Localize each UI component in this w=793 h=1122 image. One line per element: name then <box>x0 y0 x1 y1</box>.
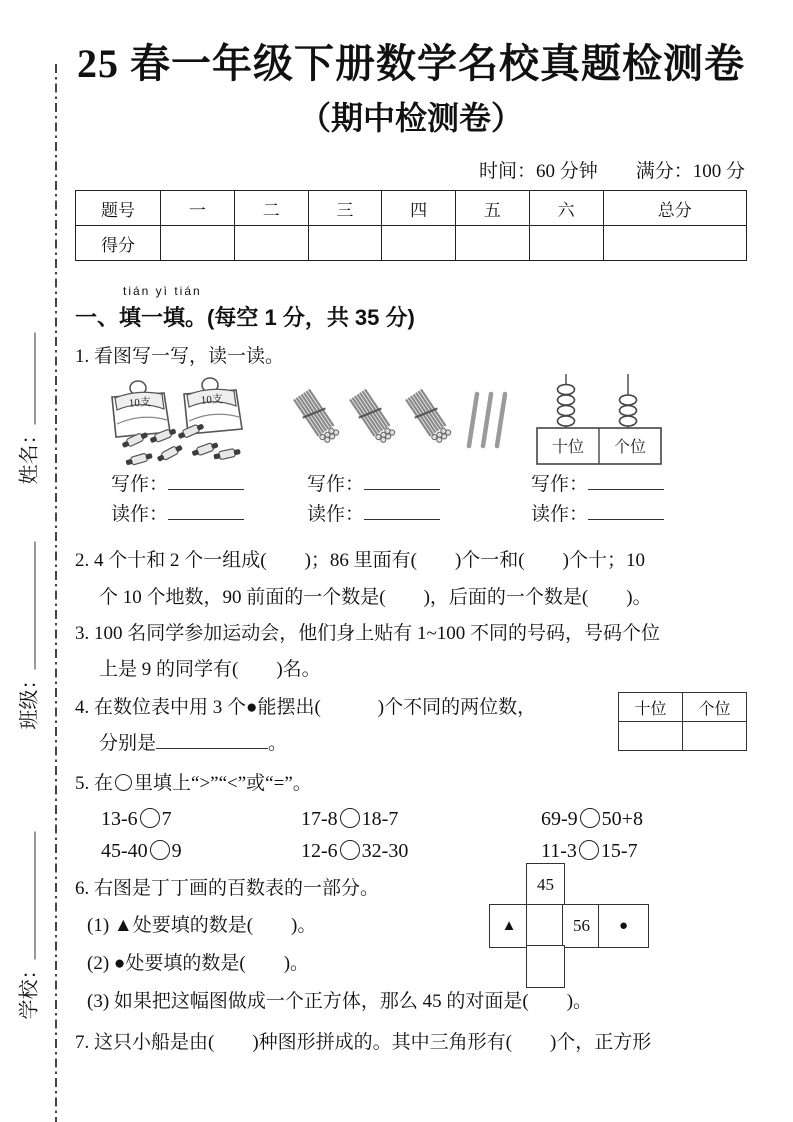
read-label: 读作： <box>531 504 589 525</box>
exam-info-line <box>75 156 747 183</box>
hundred-chart-triangle-cell: ▲ <box>489 904 529 948</box>
ones-place-header: 个位 <box>683 693 747 722</box>
pencil-bags-figure <box>101 376 271 477</box>
question-1-figures <box>75 376 747 468</box>
write-label: 写作： <box>111 474 169 495</box>
write-read-col-2 <box>307 470 440 530</box>
comparison-expression: 12-6 32-30 <box>301 840 409 862</box>
score-cell <box>161 226 235 261</box>
question-4-line-1: 4. 在数位表中用 3 个●能摆出( )个不同的两位数， <box>75 697 537 718</box>
score-col-4: 四 <box>382 191 456 226</box>
compare-circle <box>340 840 360 860</box>
read-label: 读作： <box>307 504 365 525</box>
seal-cut-line <box>55 64 57 1122</box>
hundred-chart-56-cell: 56 <box>562 904 601 948</box>
score-col-1: 一 <box>161 191 235 226</box>
place-value-table <box>618 692 747 751</box>
compare-circle <box>580 808 600 828</box>
write-read-rows <box>75 470 747 534</box>
question-4-blank <box>156 734 268 749</box>
question-4-line-2-prefix: 分别是 <box>99 733 157 754</box>
score-col-3: 三 <box>308 191 382 226</box>
question-3-line-1: 3. 100 名同学参加运动会，他们身上贴有 1~100 不同的号码，号码个位 <box>75 623 661 644</box>
read-blank <box>168 505 244 520</box>
question-3-line-2: 上是 9 的同学有( )名。 <box>99 659 321 680</box>
question-2-line-1: 2. 4 个十和 2 个一组成( )；86 里面有( )个一和( )个十；10 <box>75 550 645 571</box>
hundred-chart-dot-cell: ● <box>598 904 649 948</box>
score-cell <box>382 226 456 261</box>
comparison-grid <box>75 808 747 863</box>
compare-circle <box>579 840 599 860</box>
read-label: 读作： <box>111 504 169 525</box>
school-label: 学校： <box>18 959 41 1019</box>
exam-content <box>75 0 747 1061</box>
section-score-note: (每空 1 分，共 35 分) <box>207 305 415 330</box>
exam-subtitle: （期中检测卷） <box>298 100 523 136</box>
school-field <box>0 812 54 1038</box>
write-read-col-1 <box>111 470 244 530</box>
compare-circle <box>140 808 160 828</box>
class-blank <box>32 541 36 669</box>
write-label: 写作： <box>307 474 365 495</box>
score-row-label: 得分 <box>76 226 161 261</box>
hundred-chart-top-cell: 45 <box>526 863 565 907</box>
write-read-col-3 <box>531 470 664 530</box>
write-blank <box>364 475 440 490</box>
write-label: 写作： <box>531 474 589 495</box>
pinyin-annotation: tián yì tián <box>123 284 202 298</box>
hundred-chart-figure <box>489 863 649 987</box>
tens-place-cell <box>619 722 683 751</box>
compare-circle <box>150 840 170 860</box>
full-score: 满分：100 分 <box>635 161 745 182</box>
class-field <box>0 522 54 748</box>
score-table <box>75 190 747 261</box>
svg-text:10支: 10支 <box>200 393 224 407</box>
stick-bundles-figure <box>293 382 511 469</box>
comparison-expression: 13-6 7 <box>101 808 172 830</box>
question-6-intro: 6. 右图是丁丁画的百数表的一部分。 <box>75 878 380 899</box>
question-5 <box>75 766 747 863</box>
svg-text:10支: 10支 <box>128 396 152 410</box>
compare-circle <box>340 808 360 828</box>
name-label: 姓名： <box>18 424 41 484</box>
class-label: 班级： <box>18 669 41 729</box>
compare-circle-icon <box>115 774 132 791</box>
time-limit: 时间：60 分钟 <box>478 161 598 182</box>
question-7 <box>75 1025 747 1061</box>
question-2 <box>75 542 747 616</box>
school-blank <box>32 831 36 959</box>
hundred-chart-bottom-cell <box>526 945 565 988</box>
exam-title: 25 春一年级下册数学名校真题检测卷 <box>77 41 745 86</box>
comparison-expression: 11-3 15-7 <box>541 840 638 862</box>
ones-place-cell <box>683 722 747 751</box>
score-table-header-row <box>76 191 747 226</box>
svg-text:十位: 十位 <box>551 439 585 456</box>
question-3 <box>75 616 747 688</box>
question-6-item-1: (1) ▲处要填的数是( )。 <box>87 915 317 936</box>
question-6-item-2: (2) ●处要填的数是( )。 <box>87 953 310 974</box>
write-blank <box>588 475 664 490</box>
score-cell <box>603 226 747 261</box>
question-5-intro: 5. 在 里填上“>”“<”或“=”。 <box>75 773 312 794</box>
question-2-line-2: 个 10 个地数，90 前面的一个数是( )，后面的一个数是( )。 <box>99 587 652 608</box>
question-number-header: 题号 <box>76 191 161 226</box>
score-col-6: 六 <box>529 191 603 226</box>
svg-text:个位: 个位 <box>613 439 647 456</box>
name-field <box>0 318 54 498</box>
comparison-expression: 69-9 50+8 <box>541 808 643 830</box>
comparison-expression: 17-8 18-7 <box>301 808 399 830</box>
comparison-expression: 45-40 9 <box>101 840 182 862</box>
score-col-total: 总分 <box>603 191 747 226</box>
read-blank <box>588 505 664 520</box>
score-cell <box>234 226 308 261</box>
score-cell <box>308 226 382 261</box>
question-6-item-3: (3) 如果把这幅图做成一个正方体，那么 45 的对面是( )。 <box>87 991 593 1012</box>
hundred-chart-center-cell <box>526 904 565 948</box>
section-word: 填一填。 <box>119 305 208 330</box>
question-1: 1. 看图写一写，读一读。 <box>75 346 285 367</box>
abacus-figure <box>533 374 665 473</box>
score-cell <box>456 226 530 261</box>
section-one-heading <box>75 285 747 332</box>
name-blank <box>32 332 36 424</box>
write-blank <box>168 475 244 490</box>
score-cell <box>529 226 603 261</box>
section-number: 一、 <box>75 305 120 330</box>
tens-place-header: 十位 <box>619 693 683 722</box>
question-4-line-2-suffix: 。 <box>268 733 288 754</box>
question-6 <box>75 871 747 1021</box>
question-4 <box>75 690 747 762</box>
score-col-2: 二 <box>234 191 308 226</box>
read-blank <box>364 505 440 520</box>
question-7-text: 7. 这只小船是由( )种图形拼成的。其中三角形有( )个，正方形 <box>75 1032 652 1053</box>
score-col-5: 五 <box>456 191 530 226</box>
score-table-score-row <box>76 226 747 261</box>
